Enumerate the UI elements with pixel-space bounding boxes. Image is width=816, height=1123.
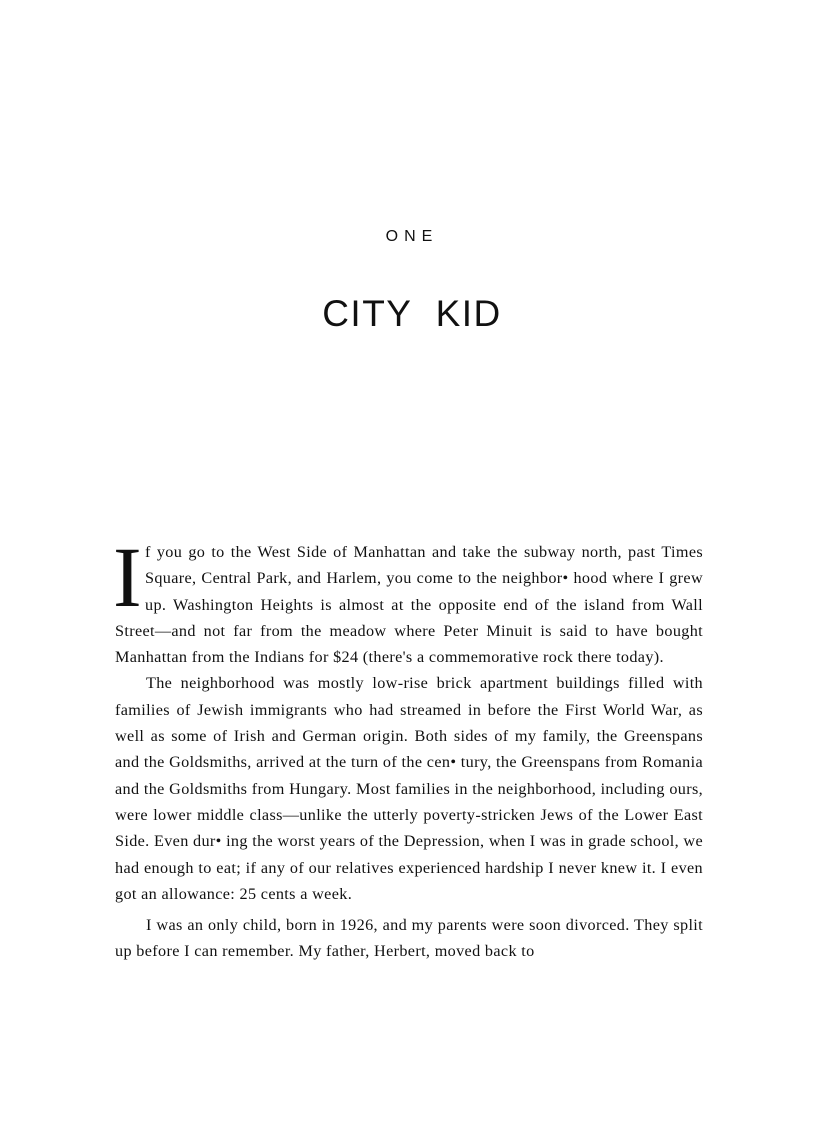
drop-cap: I [113,529,142,625]
paragraph-2: The neighborhood was mostly low-rise brick apartment buildings filled with families of Jewish immigrants who had streamed in before the First World War, as well as some of Irish and German origin. Both sides of my family, the Greenspans and the Goldsmiths, arrived at the turn of the cen• tury, the Greenspans from Romania and the Goldsmiths from Hungary. Most families in the neighborhood, including ours, were lower middle class—unlike the utterly poverty-stricken Jews of the Lower East Side. Even dur• ing the worst years of the Depression, when I was in grade school, we had enough to eat; if any of our relatives experienced hardship I never knew it. I even got an allowance: 25 cents a week. [115,674,703,903]
paragraph-1 [113,529,703,670]
paragraph-1-text: f you go to the West Side of Manhattan and take the subway north, past Times Square, Central Park, and Harlem, you come to the neighbor• hood where I grew up. Washington Heights is almost at the opposite end of the island from Wall Street—and not far from the meadow where Peter Minuit is said to have bought Manhattan from the Indians for $24 (there's a commemorative rock there today). [115,543,703,667]
paragraph-3: I was an only child, born in 1926, and my parents were soon divorced. They split up before I can remember. My father, Herbert, moved back to [115,916,703,961]
chapter-title: CITY KID [322,293,502,334]
chapter-number: ONE [385,228,439,245]
body-text [113,529,703,965]
